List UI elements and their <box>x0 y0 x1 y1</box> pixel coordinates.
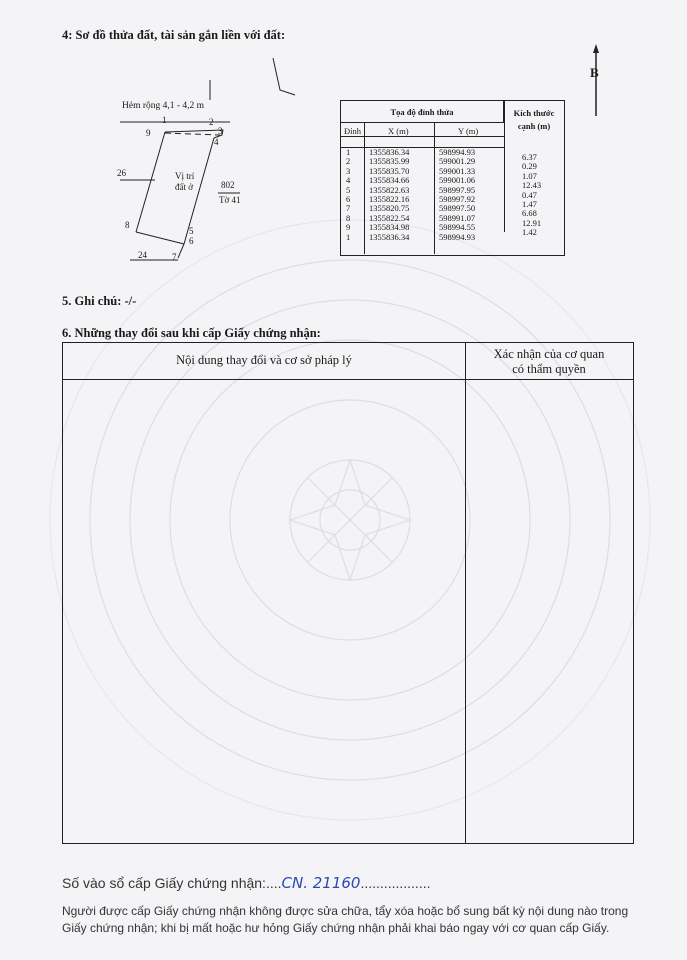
vertex-label: 3 <box>218 126 223 136</box>
table-cell-vertex: 6 <box>346 194 351 204</box>
section6-heading: 6. Những thay đổi sau khi cấp Giấy chứng nhận: <box>62 326 321 340</box>
neighbor-parcel-right: 802 <box>221 180 235 190</box>
table-cell-y: 599001.33 <box>439 165 476 176</box>
section4-heading: 4: Sơ đồ thửa đất, tài sản gắn liền với đất: <box>62 28 286 42</box>
vertex-label: 5 <box>189 226 194 236</box>
table-cell-vertex: 1 <box>346 147 351 157</box>
register-trail: .................. <box>360 875 431 891</box>
table-cell-x: 1355834.98 <box>369 222 410 233</box>
table-cell-vertex: 4 <box>346 175 351 186</box>
table-cell-size: 0.47 <box>522 189 537 200</box>
vertex-label: 8 <box>125 220 130 230</box>
neighbor-parcel-bottom: 24 <box>138 250 147 260</box>
table-cell-size: 12.91 <box>522 217 542 228</box>
table-cell-size: 0.29 <box>522 161 537 172</box>
table-cell-y: 598991.07 <box>439 212 476 223</box>
vertex-label: 1 <box>162 115 167 125</box>
north-label: B <box>590 65 599 80</box>
confirm-header-line1: Xác nhận của cơ quan <box>493 347 605 361</box>
register-value: CN. 21160 <box>281 874 361 892</box>
vertex-label: 2 <box>209 117 214 127</box>
table-cell-x: 1355822.54 <box>369 212 410 223</box>
table-cell-y: 599001.29 <box>439 156 476 167</box>
table-cell-size: 1.07 <box>522 170 537 181</box>
table-cell-vertex: 7 <box>346 203 351 214</box>
parcel-label: đất ở <box>175 182 194 192</box>
table-title: Tọa độ đỉnh thửa <box>341 101 504 123</box>
table-cell-size: 6.37 <box>522 152 537 162</box>
table-cell-size: 1.47 <box>522 199 537 209</box>
table-cell-y: 598994.55 <box>439 222 476 233</box>
confirm-header-line2: có thẩm quyền <box>512 362 586 376</box>
table-cell-vertex: 1 <box>346 231 351 242</box>
table-cell-vertex: 5 <box>346 184 351 195</box>
table-cell-x: 1355820.75 <box>369 203 410 214</box>
register-line <box>62 874 430 892</box>
parcel-sketch <box>110 50 310 270</box>
table-cell-x: 1355836.34 <box>369 231 410 242</box>
changes-confirm-header <box>465 347 633 377</box>
vertex-label: 7 <box>172 252 177 262</box>
col-vertex-header: Đỉnh <box>344 126 361 136</box>
changes-content-header: Nội dung thay đổi và cơ sở pháp lý <box>176 353 352 367</box>
north-arrow-icon <box>585 44 605 118</box>
table-cell-y: 598994.93 <box>439 231 476 242</box>
neighbor-sheet-right: Tờ 41 <box>219 195 241 205</box>
neighbor-parcel-left: 26 <box>117 168 126 178</box>
table-cell-size: 6.68 <box>522 208 537 219</box>
table-cell-y: 598997.95 <box>439 184 476 195</box>
vertex-label: 6 <box>189 236 194 246</box>
table-cell-x: 1355835.70 <box>369 165 410 176</box>
table-cell-vertex: 9 <box>346 222 351 233</box>
size-header: Kích thước cạnh (m) <box>513 108 555 131</box>
table-cell-vertex: 2 <box>346 156 351 167</box>
changes-table <box>62 342 634 844</box>
col-y-header: Y (m) <box>458 126 479 136</box>
table-cell-size: 12.43 <box>522 180 542 191</box>
footer-note: Người được cấp Giấy chứng nhận không được sửa chữa, tẩy xóa hoặc bổ sung bất kỳ nội dung nào trong Giấy chứng nhận; khi bị mất hoặc hư hỏng Giấy chứng nhận phải khai báo ngay với cơ quan cấp Giấy. <box>62 904 629 935</box>
register-label: Số vào sổ cấp Giấy chứng nhận:.... <box>62 875 282 891</box>
table-cell-x: 1355836.34 <box>369 147 410 157</box>
table-cell-x: 1355834.66 <box>369 175 410 186</box>
alley-label: Hẻm rộng 4,1 - 4,2 m <box>122 101 205 111</box>
coordinate-table <box>340 100 565 256</box>
table-cell-size: 1.42 <box>522 227 537 238</box>
vertex-label: 9 <box>146 128 151 138</box>
table-cell-vertex: 3 <box>346 165 351 176</box>
table-cell-y: 598994.93 <box>439 147 476 157</box>
table-cell-y: 598997.92 <box>439 194 476 204</box>
table-cell-x: 1355822.16 <box>369 194 410 204</box>
table-cell-y: 598997.50 <box>439 203 476 214</box>
vertex-label: 4 <box>214 137 219 147</box>
parcel-label: Vị trí <box>175 171 195 181</box>
table-cell-x: 1355835.99 <box>369 156 410 167</box>
section5-heading: 5. Ghi chú: -/- <box>62 294 137 308</box>
col-x-header: X (m) <box>388 126 409 136</box>
table-cell-x: 1355822.63 <box>369 184 410 195</box>
table-cell-vertex: 8 <box>346 212 351 223</box>
table-cell-y: 599001.06 <box>439 175 476 186</box>
